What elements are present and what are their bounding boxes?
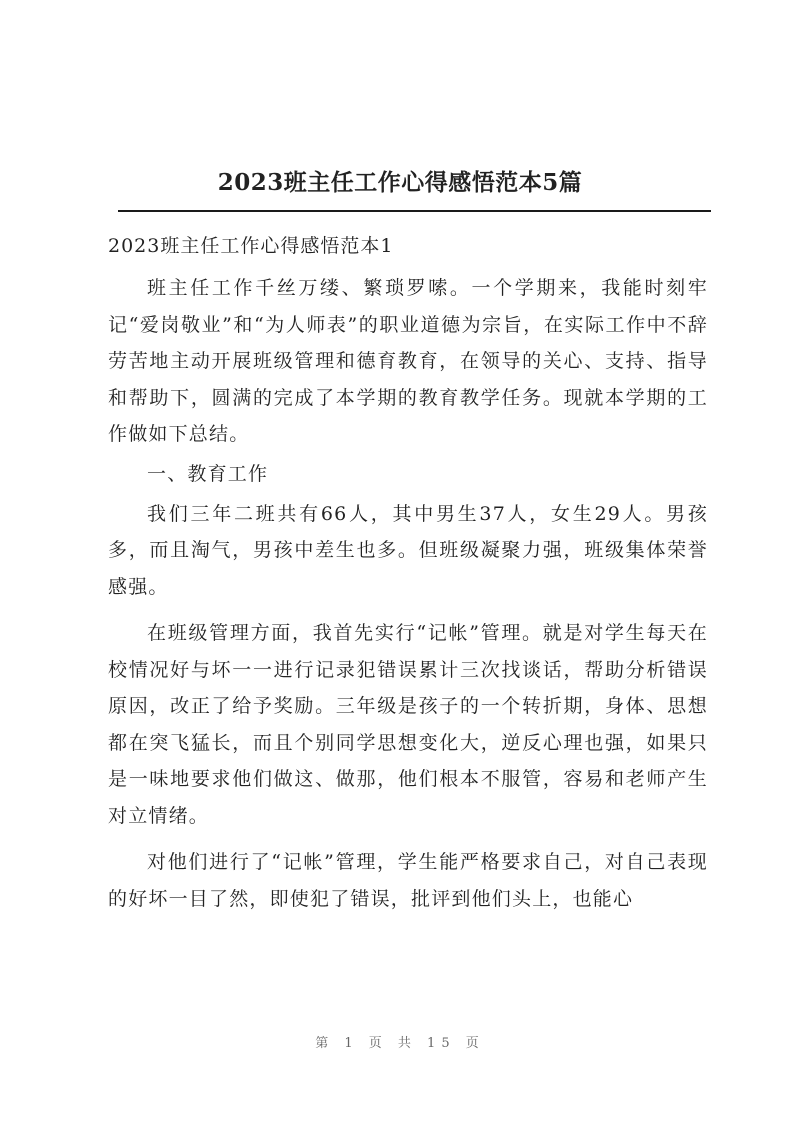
paragraph-spacer	[108, 605, 708, 615]
title-underline	[118, 210, 711, 212]
paragraph-class-management: 在班级管理方面，我首先实行“记帐”管理。就是对学生每天在校情况好与坏一一进行记录犯错误累计三次找谈话，帮助分析错误原因，改正了给予奖励。三年级是孩子的一个转折期，身体、思想都在突飞猛长，而且个别同学思想变化大，逆反心理也强，如果只是一味地要求他们做这、做那，他们根本不服管，容易和老师产生对立情绪。	[108, 622, 708, 827]
section-heading: 2023班主任工作心得感悟范本1	[108, 235, 394, 257]
subheading-education-work: 一、教育工作	[147, 462, 269, 485]
paragraph-intro: 班主任工作千丝万缕、繁琐罗嗦。一个学期来，我能时刻牢记“爱岗敬业”和“为人师表”的职业道德为宗旨，在实际工作中不辞劳苦地主动开展班级管理和德育教育，在领导的关心、支持、指导和帮助下，圆满的完成了本学期的教育教学任务。现就本学期的工作做如下总结。	[108, 277, 708, 445]
paragraph-class-info: 我们三年二班共有66人，其中男生37人，女生29人。男孩多，而且淘气，男孩中差生也多。但班级凝聚力强，班级集体荣誉感强。	[108, 502, 708, 598]
paragraph-group	[108, 270, 708, 917]
page-footer: 第 1 页 共 15 页	[315, 1036, 485, 1051]
paragraph-record-management: 对他们进行了“记帐”管理，学生能严格要求自己，对自己表现的好坏一目了然，即使犯了错误，批评到他们头上，也能心	[108, 851, 708, 910]
document-title: 2023班主任工作心得感悟范本5篇	[217, 169, 583, 196]
document-body	[108, 228, 708, 917]
paragraph-spacer	[108, 834, 708, 844]
